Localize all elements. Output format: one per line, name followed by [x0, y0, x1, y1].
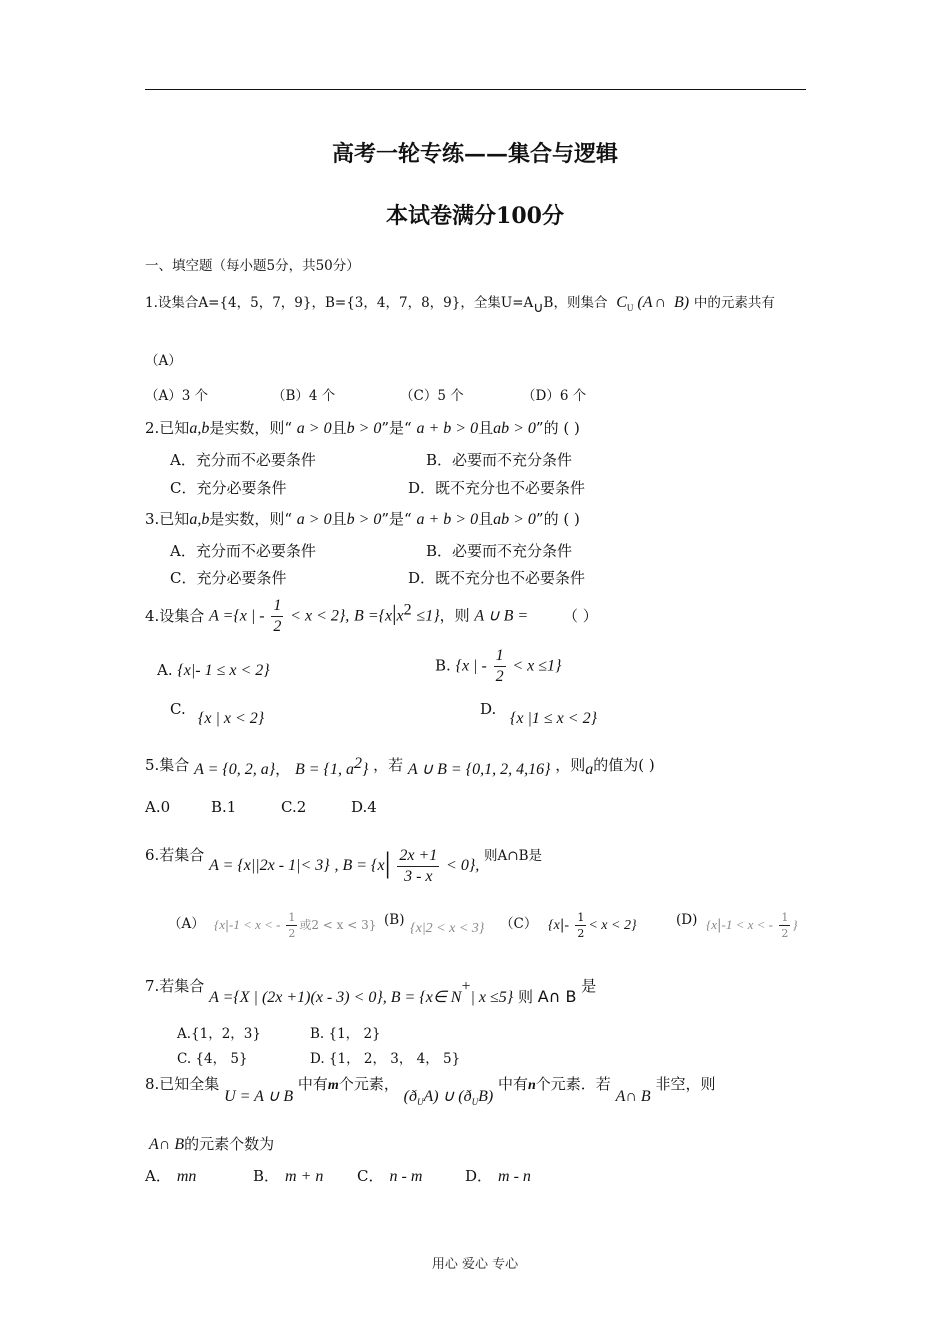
- q2-option-d: D．既不充分也不必要条件: [408, 479, 586, 497]
- page-subtitle: 本试卷满分100分: [386, 203, 564, 229]
- q4-fraction: $\frac{1}{2}$: [273, 597, 282, 635]
- q5-option-d: D.4: [351, 798, 377, 816]
- q1-text: 1.设集合A={4，5，7，9}，B={3，4，7，8，9}，全集U=A: [145, 295, 534, 311]
- q8-line-2: A∩ B的元素个数为: [149, 1135, 275, 1153]
- question-8: 8.已知全集 U = A ∪ B 中有m个元素， $(ð_UA)$ ∪ $(ð_UB)$ 中有n个元素．若 A∩ B 非空，则: [145, 1075, 716, 1108]
- q1-option-b: （B）4 个: [272, 388, 336, 404]
- q4-option-c-label: C.: [170, 700, 186, 718]
- q2-option-a: A．充分而不必要条件: [170, 451, 316, 469]
- q6-option-a: {x|-1 < x < - $\frac{1}{2}$ 或2 < x < 3}: [214, 911, 377, 940]
- question-6: 6.若集合 A = {x||2x - 1|< 3} , B = {x| $\frac{2x +1}{3 - x}$ < 0}, 则A∩B是: [145, 846, 543, 885]
- cap-symbol: ∩: [654, 294, 667, 311]
- question-5: 5.集合 A = {0, 2, a}， B = {1, $a^2$} ，若 A ∪ B = {0,1, 2, 4,16} ，则a的值为( ): [145, 755, 655, 778]
- q4-option-c: {x | x < 2}: [198, 710, 265, 727]
- q5-option-a: A.0: [145, 798, 171, 816]
- q8-option-d: D． m - n: [465, 1167, 531, 1185]
- q7-option-c: C. {4， 5}: [177, 1051, 248, 1067]
- q5-option-b: B.1: [211, 798, 237, 816]
- q1-answer: （A）: [145, 353, 182, 369]
- q7-option-b: B. {1， 2}: [310, 1026, 381, 1042]
- question-3: 3.已知a,b是实数，则“ a > 0且b > 0”是“ a + b > 0且ab > 0”的 ( ): [145, 510, 580, 528]
- q3-option-b: B．必要而不充分条件: [426, 542, 573, 560]
- q2-option-c: C．充分必要条件: [170, 479, 287, 497]
- page-footer: 用心 爱心 专心: [431, 1257, 519, 1272]
- q6-option-b-label: (B): [384, 912, 405, 928]
- question-2: 2.已知a,b是实数，则“ a > 0且b > 0”是“ a + b > 0且ab > 0”的 ( ): [145, 419, 580, 437]
- q6-fraction: $\frac{2x +1}{3 - x}$: [399, 846, 438, 885]
- q6-option-c: {x|- $\frac{1}{2}$ < x < 2}: [548, 911, 637, 940]
- page-title: 高考一轮专练——集合与逻辑: [331, 141, 618, 167]
- q8-option-c: C． n - m: [357, 1167, 423, 1185]
- q1-option-a: （A）3 个: [145, 388, 209, 404]
- header-rule: [145, 89, 806, 90]
- q3-option-d: D．既不充分也不必要条件: [408, 569, 586, 587]
- q4-option-b: B. {x | - $\frac{1}{2}$ < x ≤1}: [435, 647, 562, 685]
- q6-option-b: {x|2 < x < 3}: [410, 921, 485, 936]
- q6-option-d: {x|-1 < x < - $\frac{1}{2}$ }: [706, 911, 798, 940]
- q4-option-a: A. {x|- 1 ≤ x < 2}: [157, 661, 270, 679]
- q3-option-c: C．充分必要条件: [170, 569, 287, 587]
- q8-option-a: A． mn: [145, 1167, 197, 1185]
- q1-option-d: （D）6 个: [522, 388, 587, 404]
- q2-option-b: B．必要而不充分条件: [426, 451, 573, 469]
- q7-option-d: D. {1， 2， 3， 4， 5}: [310, 1051, 461, 1067]
- section-heading: 一、填空题（每小题5分，共50分）: [145, 258, 360, 274]
- q4-option-d: {x |1 ≤ x < 2}: [510, 710, 597, 727]
- q5-option-c: C.2: [281, 798, 307, 816]
- q7-option-a: A.{1，2，3}: [177, 1026, 261, 1042]
- question-1: 1.设集合A={4，5，7，9}，B={3，4，7，8，9}，全集U=A∪B，则集合 $C_U$ (A ∩ B) 中的元素共有: [145, 294, 775, 316]
- q6-option-c-label: （C）: [500, 916, 538, 932]
- question-7: 7.若集合 A ={X | (2x +1)(x - 3) < 0}, B = {x∈ N+| x ≤5} 则 A∩ B 是: [145, 977, 597, 1006]
- q3-option-a: A．充分而不必要条件: [170, 542, 316, 560]
- q8-option-b: B． m + n: [253, 1167, 324, 1185]
- question-4: 4.设集合 A ={x | - $\frac{1}{2}$ < x < 2}, $B =\{x|x^2 \le 1\}$，则 A ∪ B = （ ）: [145, 597, 598, 635]
- q4-option-d-label: D.: [480, 700, 497, 718]
- q1-option-c: （C）5 个: [400, 388, 464, 404]
- q6-option-a-label: （A）: [168, 916, 205, 932]
- q1-expr: $C_U$ (A ∩ B): [616, 294, 690, 314]
- q6-option-d-label: (D): [676, 912, 698, 928]
- q8-expr: $(ð_UA)$ ∪ $(ð_UB)$: [403, 1088, 494, 1108]
- cup-symbol: ∪: [533, 301, 544, 316]
